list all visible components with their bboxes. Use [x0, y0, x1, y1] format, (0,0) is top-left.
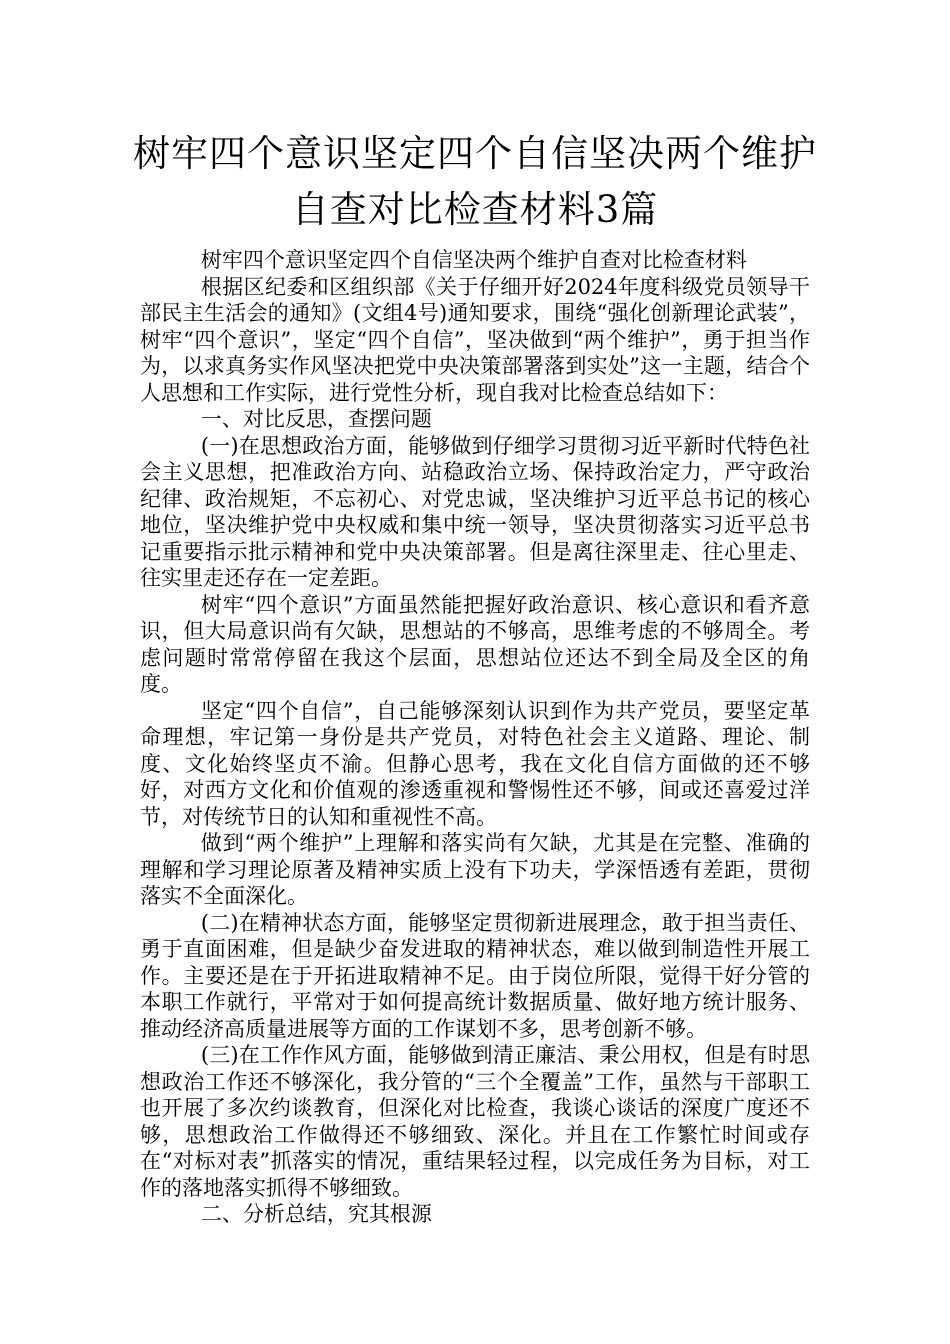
- section-heading-1: 一、对比反思，查摆问题: [200, 407, 432, 431]
- intro-paragraph: 根据区纪委和区组织部《关于仔细开好2024年度科级党员领导干部民主生活会的通知》(文组4号)通知要求，围绕“强化创新理论武装”，树牢“四个意识”，坚定“四个自信”，坚决做到“两个维护”，勇于担当作为，以求真务实作风坚决把党中央决策部署落到实处”这一主题，结合个人思想和工作实际，进行党性分析，现自我对比检查总结如下：: [140, 274, 810, 405]
- title-line-2: 自查对比检查材料3篇: [291, 188, 659, 231]
- subtitle-paragraph: 树牢四个意识坚定四个自信坚决两个维护自查对比检查材料: [200, 248, 747, 272]
- body-paragraph: 树牢“四个意识”方面虽然能把握好政治意识、核心意识和看齐意识，但大局意识尚有欠缺，思想站的不够高，思维考虑的不够周全。考虑问题时常常停留在我这个层面，思想站位还达不到全局及全区的角度。: [140, 592, 810, 696]
- body-paragraph: (三)在工作作风方面，能够做到清正廉洁、秉公用权，但是有时思想政治工作还不够深化，我分管的“三个全覆盖”工作，虽然与干部职工也开展了多次约谈教育，但深化对比检查，我谈心谈话的深度广度还不够，思想政治工作做得还不够细致、深化。并且在工作繁忙时间或存在“对标对表”抓落实的情况，重结果轻过程，以完成任务为目标，对工作的落地落实抓得不够细致。: [140, 1043, 810, 1200]
- document-title: [100, 126, 850, 238]
- body-paragraph: (一)在思想政治方面，能够做到仔细学习贯彻习近平新时代特色社会主义思想，把准政治方向、站稳政治立场、保持政治定力，严守政治纪律、政治规矩，不忘初心、对党忠诚，坚决维护习近平总书记的核心地位，坚决维护党中央权威和集中统一领导，坚决贯彻落实习近平总书记重要指示批示精神和党中央决策部署。但是离往深里走、往心里走、往实里走还存在一定差距。: [140, 433, 810, 590]
- body-paragraph: 坚定“四个自信”，自己能够深刻认识到作为共产党员，要坚定革命理想，牢记第一身份是共产党员，对特色社会主义道路、理论、制度、文化始终坚贞不渝。但静心思考，我在文化自信方面做的还不够好，对西方文化和价值观的渗透重视和警惕性还不够，间或还喜爱过洋节，对传统节日的认知和重视性不高。: [140, 698, 810, 829]
- body-paragraph: 做到“两个维护”上理解和落实尚有欠缺，尤其是在完整、准确的理解和学习理论原著及精神实质上没有下功夫，学深悟透有差距，贯彻落实不全面深化。: [140, 831, 810, 908]
- document-body: [140, 247, 810, 1228]
- section-heading-2: 二、分析总结，究其根源: [200, 1202, 432, 1226]
- body-paragraph: (二)在精神状态方面，能够坚定贯彻新进展理念，敢于担当责任、勇于直面困难，但是缺少奋发进取的精神状态，难以做到制造性开展工作。主要还是在于开拓进取精神不足。由于岗位所限，觉得干好分管的本职工作就行，平常对于如何提高统计数据质量、做好地方统计服务、推动经济高质量进展等方面的工作谋划不多，思考创新不够。: [140, 910, 810, 1041]
- title-line-1: 树牢四个意识坚定四个自信坚决两个维护: [133, 132, 817, 175]
